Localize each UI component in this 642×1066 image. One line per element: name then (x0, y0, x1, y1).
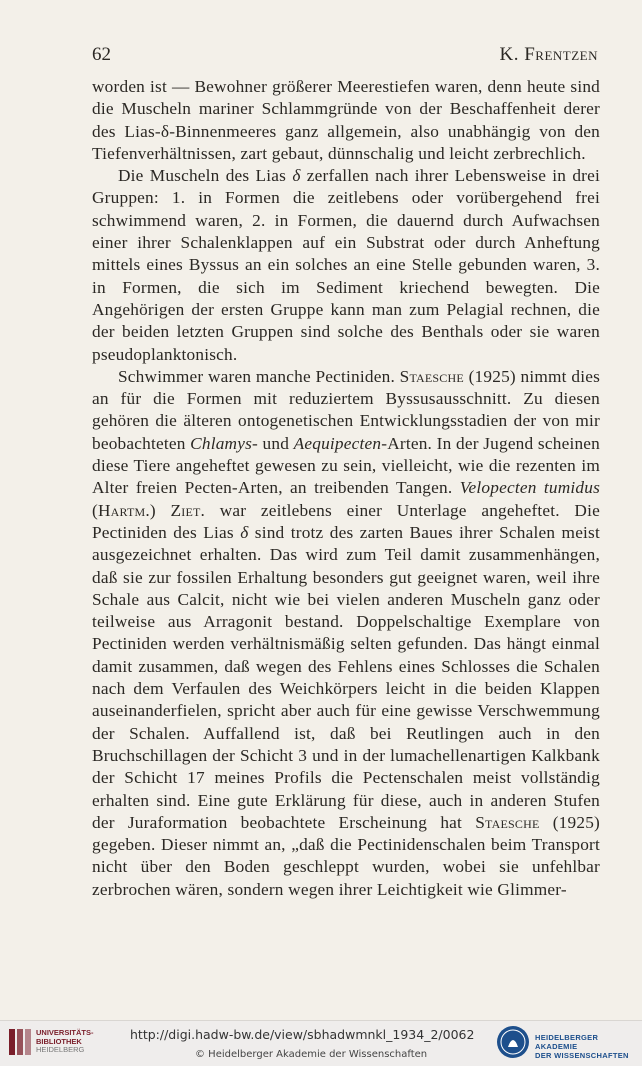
text-segment: Die Muscheln des Lias (118, 166, 293, 186)
text-segment: war zeitlebens einer Unterlage angeheftet. Die Pectiniden des Lias (92, 500, 600, 542)
university-library-name: UNIVERSITÄTS- BIBLIOTHEK HEIDELBERG (36, 1028, 94, 1054)
running-author: K. Frentzen (499, 44, 598, 65)
text-segment: (1925) nimmt dies an für die Formen mit reduziertem Byssusausschnitt. Zu diesen gehören die älteren ontogenetischen Entwicklungsstadien der von mir beobachteten (92, 366, 600, 453)
text-segment: δ (240, 522, 249, 542)
academy-name: HEIDELBERGER AKADEMIE DER WISSENSCHAFTEN (535, 1033, 629, 1060)
university-library-logo-icon (8, 1026, 32, 1058)
text-segment: Arten. In der Jugend scheinen diese Tiere angeheftet gewesen zu sein, vielleicht, wie die rezenten im Alter freien Pecten-Arten, an treibenden Tangen. (92, 433, 600, 498)
academy-seal-icon (496, 1025, 530, 1059)
paragraph (92, 366, 600, 901)
text-segment: Aequipecten- (293, 433, 388, 453)
text-segment: Schwimmer waren manche Pectiniden. (118, 366, 400, 386)
page-number: 62 (92, 44, 111, 65)
paragraph (92, 165, 600, 366)
text-segment: Staesche (475, 812, 540, 832)
text-segment: δ (292, 166, 301, 186)
text-segment: (1925) gegeben. Dieser nimmt an, „daß die Pectinidenschalen beim Transport nicht über den Boden geschleppt wurden, wobei sie unfehlbar zerbrochen wären, sondern wegen ihrer Leichtigkeit wie Glimmer- (92, 812, 600, 899)
text-segment: worden ist — Bewohner größerer Meerestiefen waren, denn heute sind die Muscheln mariner Schlammgründe von der Beschaffenheit derer des Lias-δ-Binnenmeeres ganz allgemein, also unabhängig von den Tiefenverhältnissen, zart gebaut, dünnschalig und leicht zerbrechlich. (92, 77, 600, 163)
copyright-notice: © Heidelberger Akademie der Wissenschaften (195, 1049, 428, 1060)
text-segment: zerfallen nach ihrer Lebensweise in drei Gruppen: 1. in Formen die zeitlebens oder vorübergehend frei schwimmend waren, 2. in Formen, die dauernd durch Aufwachsen einer ihrer Schalenklappen auf ein Substrat oder durch Anheftung mittels eines Byssus an ein solches an eine Stelle gebunden waren, 3. in Formen, die sich im Sediment kriechend bewegten. Die Angehörigen der ersten Gruppe kann man zum Pelagial rechnen, die der beiden letzten Gruppen sind solche des Benthals oder sie waren pseudoplanktonisch. (92, 166, 601, 364)
text-segment: ( (92, 500, 98, 520)
text-segment: ) (149, 500, 171, 520)
text-segment: und (257, 433, 294, 453)
text-segment: Hartm. (97, 500, 150, 520)
text-segment: sind trotz des zarten Baues ihrer Schalen meist ausgezeichnet erhalten. Das wird zum Teil damit zusammenhängen, daß sie zur fossilen Erhaltung besonders gut geeignet waren, weil ihre Schale aus Calcit, nicht wie bei vielen anderen Muscheln ganz oder teilweise aus Arragonit bestand. Doppelschaltige Exemplare von Pectiniden werden verhältnismäßig selten gefunden. Das hängt einmal damit zusammen, daß wegen des Fehlens eines Schlosses die Schalen nach dem Verfaulen des Weichkörpers leicht in die beiden Klappen auseinanderfielen, spricht aber auch für eine gewisse Verschwemmung der Schalen. Auffallend ist, daß bei Reutlingen auch in den Bruchschillagen der Schicht 3 und in der lumachellenartigen Kalkbank der Schicht 17 meines Profils die Pectenschalen meist vollständig erhalten sind. Eine gute Erklärung für diese, auch in anderen Stufen der Juraformation beobachtete Erscheinung hat (92, 522, 600, 832)
running-header (92, 44, 598, 68)
text-segment: Chlamys- (190, 433, 258, 453)
permalink-url[interactable]: http://digi.hadw-bw.de/view/sbhadwmnkl_1934_2/0062 (130, 1027, 475, 1042)
body-text (92, 76, 600, 901)
text-segment: Ziet. (170, 500, 206, 520)
text-segment: Velopecten tumidus (459, 478, 601, 498)
paragraph (92, 76, 600, 165)
text-segment: Staesche (399, 366, 464, 386)
viewer-footer (0, 1020, 642, 1066)
